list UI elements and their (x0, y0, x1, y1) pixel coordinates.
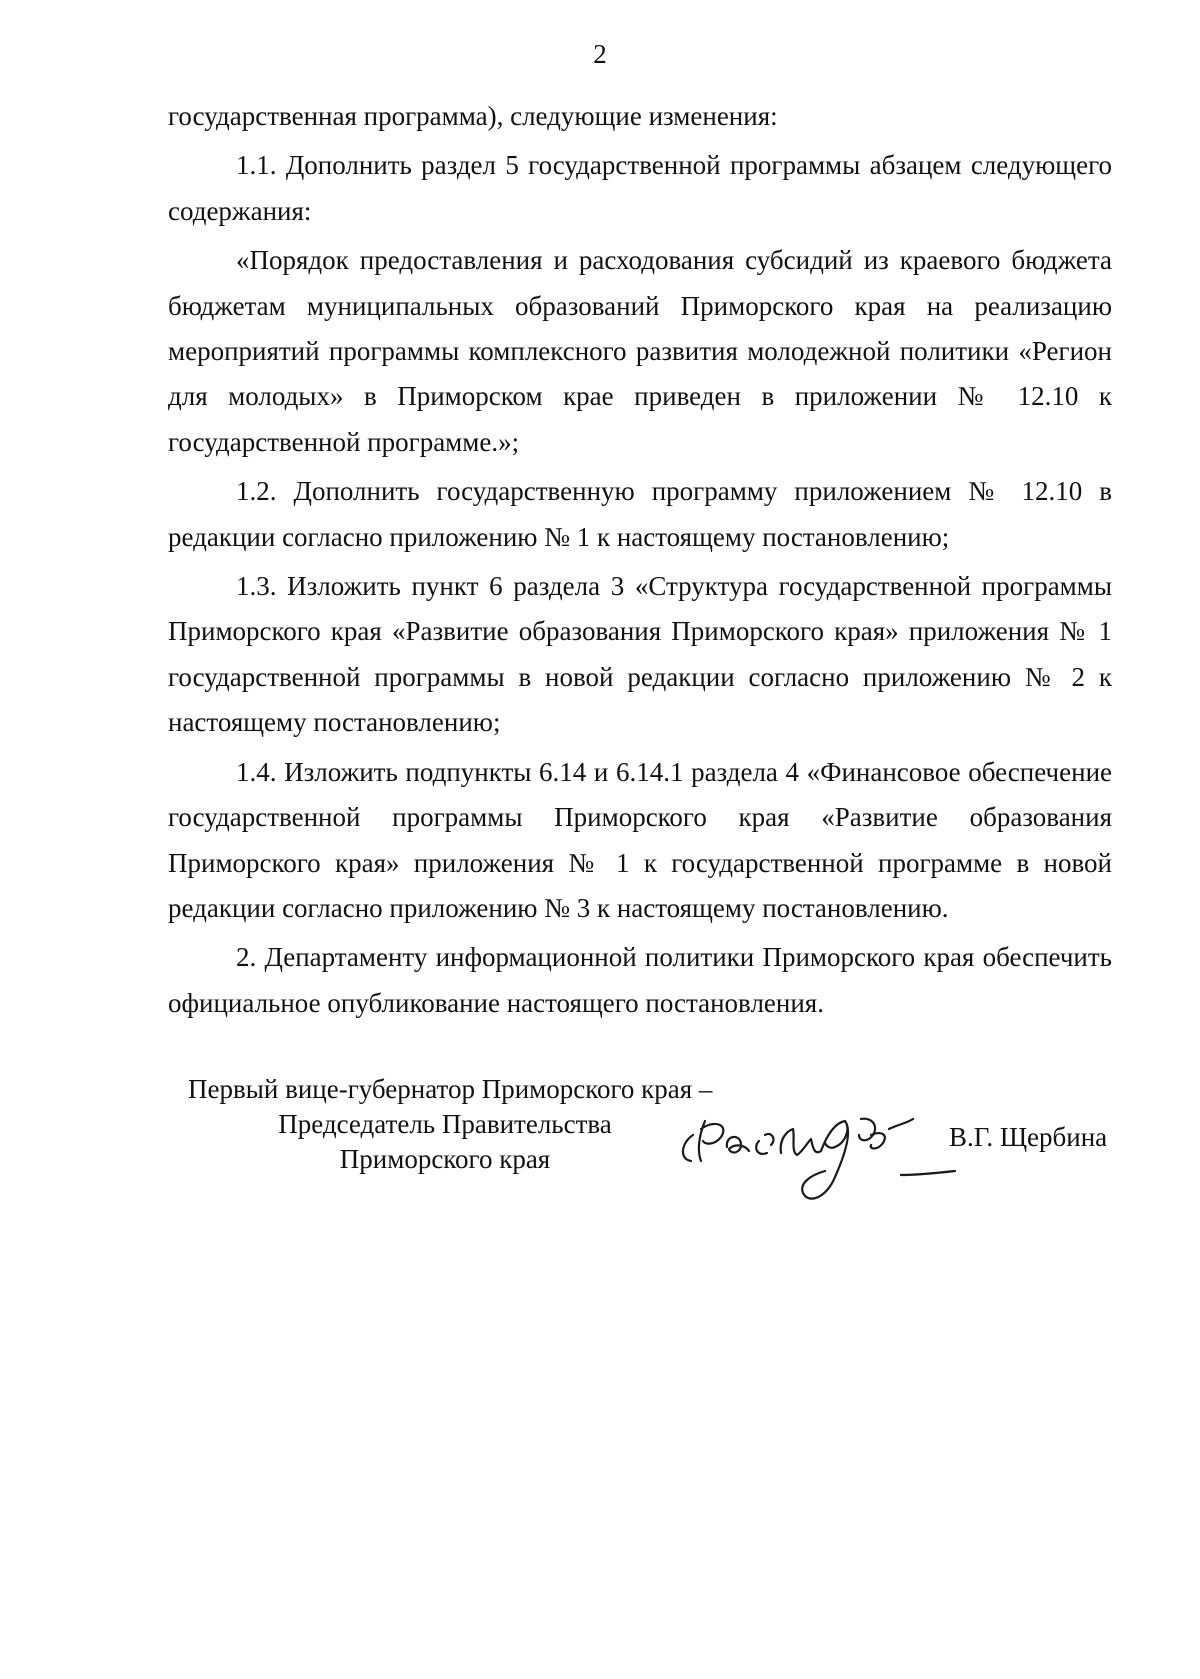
signatory-name: В.Г. Щербина (949, 1122, 1108, 1152)
page-number: 2 (593, 39, 607, 69)
signatory-position-line-3: Приморского края (339, 1144, 551, 1174)
signatory-position-line-2: Председатель Правительства (278, 1109, 612, 1139)
signatory-position-line-1: Первый вице-губернатор Приморского края – (188, 1074, 713, 1104)
paragraph-quote: «Порядок предоставления и расходования субсидий из краевого бюджета бюджетам муниципальных образований Приморского края на реализацию мероприятий программы комплексного развития молодежной политики «Регион для молодых» в Приморском крае приведен в приложении № 12.10 к государственной программе.»; (168, 245, 1112, 457)
paragraph-1-1: 1.1. Дополнить раздел 5 государственной программы абзацем следующего содержания: (168, 150, 1112, 226)
paragraph-1-3: 1.3. Изложить пункт 6 раздела 3 «Структура государственной программы Приморского края «Развитие образования Приморского края» приложения № 1 государственной программы в новой редакции согласно приложению № 2 к настоящему постановлению; (168, 571, 1112, 738)
paragraph-1-4: 1.4. Изложить подпункты 6.14 и 6.14.1 раздела 4 «Финансовое обеспечение государственной программы Приморского края «Развитие образования Приморского края» приложения № 1 к государственной программе в новой редакции согласно приложению № 3 к настоящему постановлению. (168, 756, 1112, 923)
paragraph-2: 2. Департаменту информационной политики Приморского края обеспечить официальное опубликование настоящего постановления. (168, 942, 1112, 1018)
signatory-position (150, 1072, 740, 1177)
document-body (168, 94, 1112, 1026)
paragraph-intro: государственная программа), следующие изменения: (168, 101, 778, 131)
handwritten-signature (675, 1095, 965, 1215)
paragraph-1-2: 1.2. Дополнить государственную программу приложением № 12.10 в редакции согласно приложению № 1 к настоящему постановлению; (168, 476, 1112, 552)
